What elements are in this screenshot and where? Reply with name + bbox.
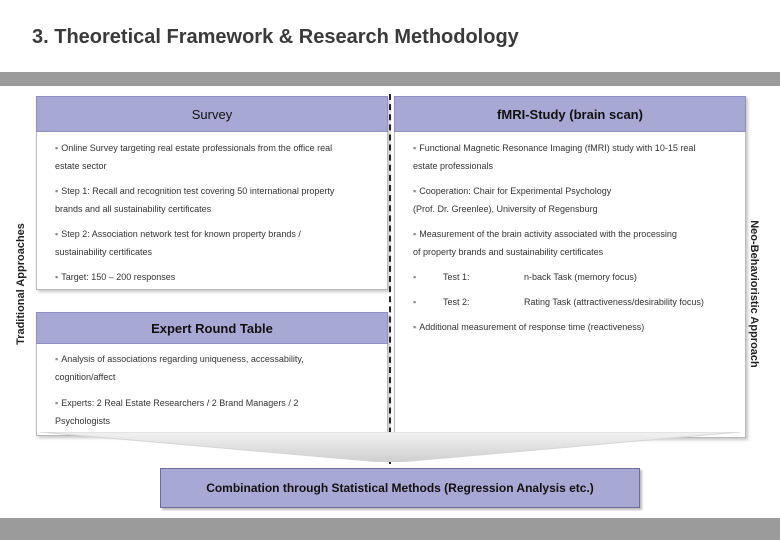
bullet-icon: ▪ — [55, 272, 59, 282]
bullet-icon: ▪ — [55, 354, 59, 364]
bullet-icon: ▪ — [55, 186, 59, 196]
bullet-icon: ▪ — [413, 143, 417, 153]
page-title: 3. Theoretical Framework & Research Methodology — [32, 26, 519, 48]
fmri-test-2 — [413, 297, 743, 307]
bullet-icon: ▪ — [55, 143, 59, 153]
survey-bullet-1: ▪ Online Survey targeting real estate professionals from the office real estate sector — [55, 143, 333, 171]
fmri-test-1 — [413, 272, 743, 282]
survey-header: Survey — [36, 96, 388, 132]
fmri-bullet-1: ▪ Functional Magnetic Resonance Imaging (fMRI) study with 10-15 real estate professionals — [413, 143, 696, 171]
bullet-icon: ▪ — [413, 297, 417, 307]
survey-bullet-3: ▪ Step 2: Association network test for known property brands / sustainability certificates — [55, 229, 301, 257]
fmri-bullet-4: ▪ Additional measurement of response time (reactiveness) — [413, 322, 645, 332]
bullet-icon: ▪ — [55, 229, 59, 239]
bottom-band — [0, 518, 780, 540]
test-desc: Rating Task (attractiveness/desirability focus) — [524, 297, 704, 307]
combination-box: Combination through Statistical Methods (Regression Analysis etc.) — [160, 468, 640, 508]
bullet-icon: ▪ — [413, 272, 417, 282]
expert-bullet-1: ▪ Analysis of associations regarding uniqueness, accessability, cognition/affect — [55, 354, 304, 382]
survey-bullet-4: ▪ Target: 150 – 200 responses — [55, 272, 176, 282]
fmri-bullet-3: ▪ Measurement of the brain activity associated with the processing of property brands and sustainability certificates — [413, 229, 677, 257]
top-band — [0, 72, 780, 86]
test-name: Test 2: — [443, 297, 470, 307]
right-side-label: Neo-Behavioristic Approach — [747, 220, 760, 368]
fmri-bullet-2: ▪ Cooperation: Chair for Experimental Psychology (Prof. Dr. Greenlee), University of Regensburg — [413, 186, 612, 214]
fmri-header: fMRI-Study (brain scan) — [394, 96, 746, 132]
test-name: Test 1: — [443, 272, 470, 282]
bullet-icon: ▪ — [55, 398, 59, 408]
bullet-icon: ▪ — [413, 229, 417, 239]
dashed-divider — [389, 94, 391, 464]
survey-bullet-2: ▪ Step 1: Recall and recognition test covering 50 international property brands and all sustainability certificates — [55, 186, 335, 214]
test-desc: n-back Task (memory focus) — [524, 272, 637, 282]
bullet-icon: ▪ — [413, 186, 417, 196]
merge-arrow — [40, 432, 740, 462]
expert-header: Expert Round Table — [36, 312, 388, 344]
expert-bullet-2: ▪ Experts: 2 Real Estate Researchers / 2 Brand Managers / 2 Psychologists — [55, 398, 299, 426]
bullet-icon: ▪ — [413, 322, 417, 332]
left-side-label: Traditional Approaches — [14, 223, 27, 345]
